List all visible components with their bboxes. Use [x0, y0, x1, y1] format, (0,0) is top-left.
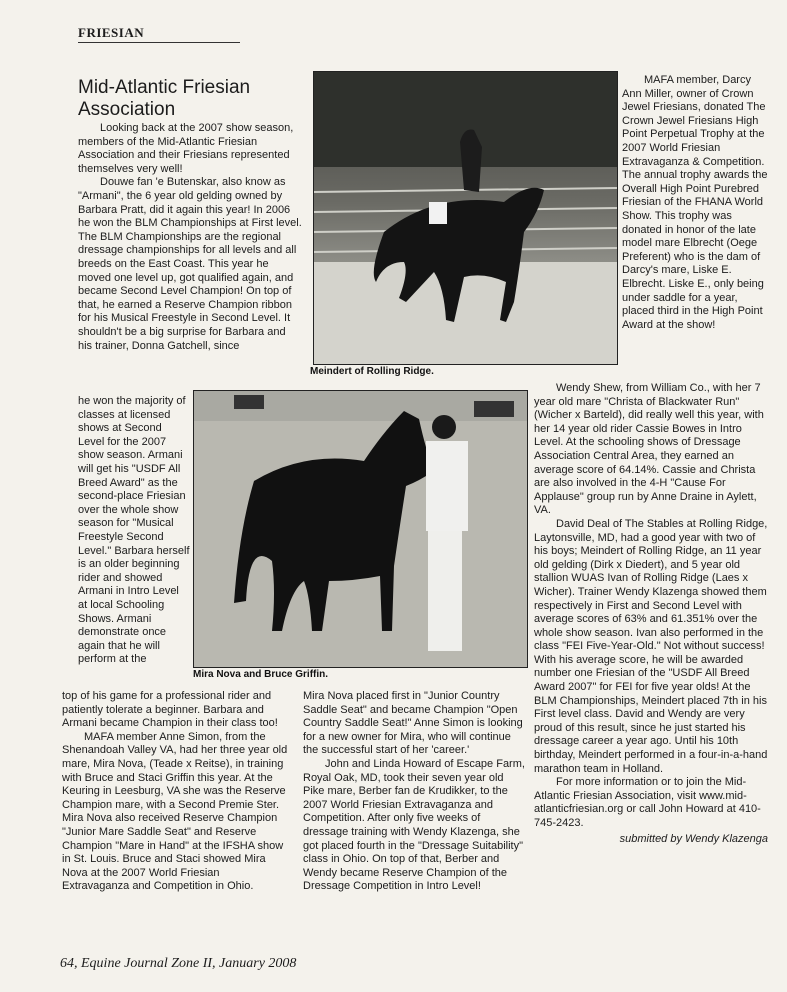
article-headline: Mid-Atlantic Friesian Association	[78, 76, 251, 120]
caption-mira-nova: Mira Nova and Bruce Griffin.	[193, 669, 329, 680]
col1-bottom	[62, 690, 288, 894]
paragraph: Douwe fan 'e Butenskar, also know as "Armani", the 6 year old gelding owned by Barbara Pratt, did it again this year! In 2006 he won the BLM Championships at First level. The BLM Championships are the regional dressage championships for all levels and all breeds on the East Coast. This year he moved one level up, got qualified again, and became Second Level Champion! On top of that, he earned a Reserve Champion ribbon for his Musical Freestyle in Second Level. It shouldn't be a big surprise for Barbara and his trainer, Donna Gatchell, since	[78, 176, 302, 352]
paragraph: MAFA member Anne Simon, from the Shenandoah Valley VA, had her three year old mare, Mira Nova, (Teade x Reitse), in training with Bruce and Staci Griffin this year. At the Keuring in Leesburg, VA she was the Reserve Champion mare, with a Second Premie Ster. Mira Nova also received Reserve Champion "Junior Mare Saddle Seat" and Reserve Champion "Mare in Hand" at the IFSHA show in St. Louis. Bruce and Staci showed Mira Nova at the 2007 World Friesian Extravaganza and Competition in Ohio.	[62, 730, 288, 893]
photo-meindert	[313, 71, 618, 365]
paragraph: he won the majority of classes at licensed shows at Second Level for the 2007 show season. Armani will get his "USDF All Breed Award" as the second-place Friesian over the whole show season for "Musical Freestyle Second Level." Barbara herself is an older beginning rider and showed Armani in Intro Level at local Schooling Shows. Armani demonstrate once again that he will perform at the	[78, 395, 190, 666]
paragraph: For more information or to join the Mid-Atlantic Friesian Association, visit www.mid-atlanticfriesian.org or call John Howard at 410-745-2423.	[534, 776, 761, 829]
col3-top	[622, 74, 770, 332]
paragraph: Mira Nova placed first in "Junior Country Saddle Seat" and became Champion "Open Country Saddle Seat!" Anne Simon is looking for a new owner for Mira, who will continue the successful start of her 'career.'	[303, 690, 523, 757]
col1-intro	[78, 122, 302, 353]
paragraph: John and Linda Howard of Escape Farm, Royal Oak, MD, took their seven year old Pike mare, Berber fan de Krudikker, to the 2007 World Friesian Extravaganza and Competition. After only five weeks of dressage training with Wendy Klazenga, she got placed fourth in the "Dressage Suitability" class in Ohio. On top of that, Berber and Wendy became Reserve Champion of the Dressage Competition in Intro Level!	[303, 757, 525, 893]
paragraph: Wendy Shew, from William Co., with her 7 year old mare "Christa of Blackwater Run" (Wicher x Barteld), did really well this year, with her 14 year old rider Cassie Bowes in Intro Level. At the schooling shows of Dressage Association Central Area, they earned an average score of 64.14%. Cassie and Christa are also involved in the 4-H "Cause For Applause" group run by Anne Draine in Aylett, VA.	[534, 382, 764, 517]
article-credit: submitted by Wendy Klazenga	[619, 832, 768, 845]
paragraph: Looking back at the 2007 show season, members of the Mid-Atlantic Friesian Association and their Friesians represented themselves very well!	[78, 122, 294, 175]
col1-narrow	[78, 395, 190, 667]
photo-mira-nova	[193, 390, 528, 668]
section-rule	[78, 42, 240, 43]
col3-bottom	[534, 382, 768, 846]
caption-meindert: Meindert of Rolling Ridge.	[310, 366, 434, 377]
paragraph: MAFA member, Darcy Ann Miller, owner of Crown Jewel Friesians, donated The Crown Jewel Friesians High Point Perpetual Trophy at the 2007 World Friesian Extravaganza & Competition. The annual trophy awards the Overall High Point Purebred Friesian of the FHANA World Show. This trophy was donated in honor of the late model mare Elbrecht (Oege Preferent) who is the dam of Darcy's mare, Liske E. Elbrecht. Liske E., only being under saddle for a year, placed third in the High Point Award at the show!	[622, 74, 768, 331]
page-footer: 64, Equine Journal Zone II, January 2008	[60, 956, 297, 971]
section-label: FRIESIAN	[78, 25, 145, 40]
col2-text	[303, 690, 527, 894]
paragraph: David Deal of The Stables at Rolling Ridge, Laytonsville, MD, had a good year with two of his boys; Meindert of Rolling Ridge, an 11 year old gelding (Dirk x Diedert), and 5 year old stallion WUAS Ivan of Rolling Ridge (Laes x Wicher). Trainer Wendy Klazenga showed them respectively in First and Second Level with average scores of 63% and 61.351% over the whole show season. Ivan also performed in the class "FEI Five-Year-Old." Not without success! With his average score, he will be awarded number one Friesian of the "USDF All Breed Award 2007" for FEI for five year olds! At the BLM Championships, Meindert placed 7th in his First level class. David and Wendy are very proud of this result, since he just started his dressage career a year ago. Until his 10th birthday, Meindert performed in a four-in-a-hand marathon team in Holland.	[534, 517, 768, 775]
paragraph: top of his game for a professional rider and patiently tolerate a beginner. Barbara and Armani became Champion in their class too!	[62, 690, 278, 730]
